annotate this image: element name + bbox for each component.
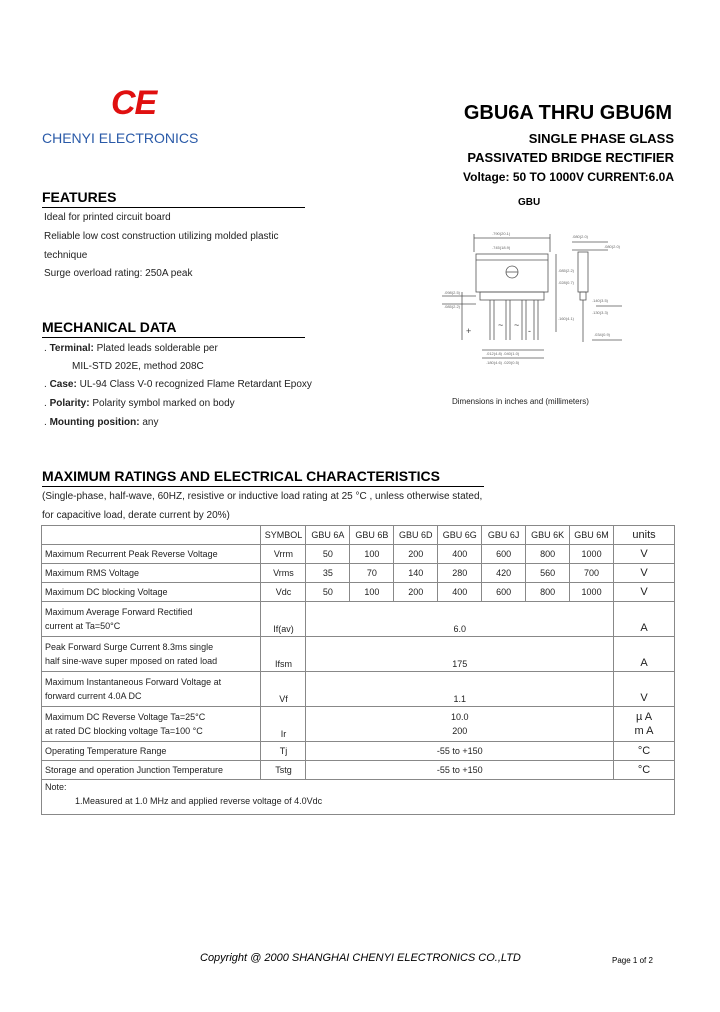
mechanical-heading: MECHANICAL DATA [42, 319, 177, 335]
mechanical-rule [42, 337, 305, 338]
mechanical-label: Terminal: [49, 343, 94, 354]
param-line: at rated DC blocking voltage Ta=100 °C [45, 726, 203, 736]
unit-cell: °C [614, 742, 675, 761]
table-header-cell [42, 526, 261, 545]
table-note-row [42, 780, 675, 815]
ratings-heading: MAXIMUM RATINGS AND ELECTRICAL CHARACTERISTICS [42, 468, 440, 484]
mechanical-text: UL-94 Class V-0 recognized Flame Retardant Epoxy [76, 379, 312, 390]
ratings-note-1: (Single-phase, half-wave, 60HZ, resistive or inductive load rating at 25 °C , unless otherwise stated, [42, 491, 483, 502]
symbol-cell: Tstg [261, 761, 306, 780]
value-cell: 50 [306, 583, 350, 602]
feature-item: Reliable low cost construction utilizing molded plastic [44, 231, 279, 242]
svg-text:.160(4.1): .160(4.1) [558, 316, 575, 321]
package-label: GBU [518, 197, 541, 208]
value-cell: 560 [526, 564, 570, 583]
bullet: . [44, 343, 47, 354]
value-cell: 400 [438, 545, 482, 564]
svg-text:.085(2.2): .085(2.2) [444, 304, 461, 309]
ratings-note-2: for capacitive load, derate current by 20%) [42, 510, 230, 521]
mechanical-text: MIL-STD 202E, method 208C [72, 361, 204, 372]
pin-ac-label: ~ [498, 320, 504, 330]
bullet: . [44, 417, 47, 428]
unit-cell: V [614, 545, 675, 564]
table-row [42, 583, 675, 602]
document-title: GBU6A THRU GBU6M [463, 102, 672, 124]
param-name: Storage and operation Junction Temperature [42, 761, 261, 780]
note-label: Note: [45, 782, 67, 792]
value-cell: 800 [526, 583, 570, 602]
value-cell: 280 [438, 564, 482, 583]
value-line: 200 [452, 726, 468, 736]
mechanical-item [44, 398, 235, 409]
table-header-cell: GBU 6G [438, 526, 482, 545]
features-rule [42, 207, 305, 208]
svg-text:.098(2.5): .098(2.5) [444, 290, 461, 295]
mechanical-label: Polarity: [49, 398, 90, 409]
unit-cell: V [614, 672, 675, 707]
value-cell: 50 [306, 545, 350, 564]
svg-text:.034(0.9): .034(0.9) [594, 332, 611, 337]
param-name: Maximum DC blocking Voltage [42, 583, 261, 602]
page-number: Page 1 of 2 [612, 956, 653, 965]
symbol-cell: Vrrm [261, 545, 306, 564]
table-row [42, 602, 675, 637]
table-header-cell: GBU 6D [394, 526, 438, 545]
param-line: Peak Forward Surge Current 8.3ms single [45, 642, 214, 652]
value-cell: 1000 [570, 545, 614, 564]
value-cell: 200 [394, 545, 438, 564]
table-row [42, 672, 675, 707]
param-name: Maximum RMS Voltage [42, 564, 261, 583]
svg-text:.140(3.5): .140(3.5) [592, 298, 609, 303]
unit-cell: A [614, 602, 675, 637]
mechanical-item [72, 361, 204, 372]
param-name [42, 672, 261, 707]
subtitle-line-3: Voltage: 50 TO 1000V CURRENT:6.0A [463, 170, 674, 184]
mechanical-item [44, 343, 218, 354]
mechanical-item [44, 379, 312, 390]
value-cell: 1000 [570, 583, 614, 602]
company-logo: CE [111, 84, 157, 122]
symbol-cell: Vdc [261, 583, 306, 602]
symbol-cell: If(av) [261, 602, 306, 637]
param-line: forward current 4.0A DC [45, 691, 142, 701]
bullet: . [44, 398, 47, 409]
mechanical-text: Polarity symbol marked on body [89, 398, 235, 409]
value-cell: 1.1 [306, 672, 614, 707]
param-name [42, 707, 261, 742]
unit-cell: A [614, 637, 675, 672]
table-row [42, 742, 675, 761]
package-outline-drawing [432, 222, 632, 372]
param-line: Maximum Instantaneous Forward Voltage at [45, 677, 222, 687]
svg-text:.080(2.0): .080(2.0) [604, 244, 621, 249]
mechanical-label: Case: [49, 379, 77, 390]
svg-text:.180(4.6) .020(0.5): .180(4.6) .020(0.5) [486, 360, 520, 365]
pin-ac-label: ~ [514, 320, 520, 330]
unit-cell [614, 707, 675, 742]
table-header-cell: GBU 6J [482, 526, 526, 545]
symbol-cell: Vf [261, 672, 306, 707]
value-cell: 35 [306, 564, 350, 583]
value-cell: 100 [350, 545, 394, 564]
subtitle-line-2: PASSIVATED BRIDGE RECTIFIER [467, 150, 674, 165]
bullet: . [44, 379, 47, 390]
param-name [42, 637, 261, 672]
table-header-row [42, 526, 675, 545]
value-cell: 800 [526, 545, 570, 564]
param-line: current at Ta=50°C [45, 621, 121, 631]
symbol-cell: Tj [261, 742, 306, 761]
svg-text:.028(0.7): .028(0.7) [558, 280, 575, 285]
copyright: Copyright @ 2000 SHANGHAI CHENYI ELECTRONICS CO.,LTD [200, 952, 521, 964]
value-line: 10.0 [450, 712, 469, 722]
table-header-cell: GBU 6B [350, 526, 394, 545]
svg-text:.130(3.3): .130(3.3) [592, 310, 609, 315]
unit-cell: V [614, 583, 675, 602]
unit-line: m A [634, 725, 654, 737]
value-cell: 600 [482, 545, 526, 564]
value-cell: 175 [306, 637, 614, 672]
note-text: 1.Measured at 1.0 MHz and applied reverse voltage of 4.0Vdc [75, 796, 323, 806]
value-cell [306, 707, 614, 742]
value-cell: 200 [394, 583, 438, 602]
table-row [42, 564, 675, 583]
value-cell: 70 [350, 564, 394, 583]
table-header-cell: units [614, 526, 675, 545]
table-header-cell: GBU 6M [570, 526, 614, 545]
param-line: Maximum Average Forward Rectified [45, 607, 193, 617]
feature-item: Surge overload rating: 250A peak [44, 268, 193, 279]
svg-text:.080(2.0): .080(2.0) [572, 234, 589, 239]
value-cell: 100 [350, 583, 394, 602]
symbol-cell: Vrms [261, 564, 306, 583]
value-cell: -55 to +150 [306, 761, 614, 780]
features-heading: FEATURES [42, 189, 117, 205]
mechanical-text: Plated leads solderable per [93, 343, 218, 354]
symbol-cell: Ir [261, 707, 306, 742]
value-cell: 140 [394, 564, 438, 583]
svg-text:.085(2.2): .085(2.2) [558, 268, 575, 273]
value-cell: -55 to +150 [306, 742, 614, 761]
table-row [42, 637, 675, 672]
param-line: Maximum DC Reverse Voltage Ta=25°C [45, 712, 206, 722]
value-cell: 420 [482, 564, 526, 583]
table-row [42, 707, 675, 742]
table-row [42, 545, 675, 564]
unit-cell: °C [614, 761, 675, 780]
unit-line: µ A [635, 711, 653, 723]
mechanical-item [44, 417, 158, 428]
table-row [42, 761, 675, 780]
param-line: half sine-wave super mposed on rated load [45, 656, 218, 666]
note-cell [42, 780, 675, 815]
pin-minus-label: - [528, 326, 531, 336]
subtitle-line-1: SINGLE PHASE GLASS [528, 131, 674, 146]
feature-item: Ideal for printed circuit board [44, 212, 171, 223]
symbol-cell: Ifsm [261, 637, 306, 672]
pin-plus-label: + [466, 326, 472, 336]
table-header-cell: SYMBOL [261, 526, 306, 545]
param-name [42, 602, 261, 637]
param-name: Maximum Recurrent Peak Reverse Voltage [42, 545, 261, 564]
ratings-rule [42, 486, 484, 487]
table-header-cell: GBU 6K [526, 526, 570, 545]
value-cell: 400 [438, 583, 482, 602]
company-name: CHENYI ELECTRONICS [42, 130, 199, 146]
value-cell: 6.0 [306, 602, 614, 637]
unit-cell: V [614, 564, 675, 583]
svg-text:.745(18.9): .745(18.9) [492, 245, 511, 250]
ratings-table [41, 525, 675, 815]
feature-item: technique [44, 250, 88, 261]
mechanical-label: Mounting position: [49, 417, 140, 428]
value-cell: 600 [482, 583, 526, 602]
table-header-cell: GBU 6A [306, 526, 350, 545]
mechanical-text: any [139, 417, 159, 428]
value-cell: 700 [570, 564, 614, 583]
svg-text:.012(4.8) .040(1.0): .012(4.8) .040(1.0) [486, 351, 520, 356]
param-name: Operating Temperature Range [42, 742, 261, 761]
dimensions-caption: Dimensions in inches and (millimeters) [452, 397, 589, 406]
svg-text:.790(20.1): .790(20.1) [492, 231, 511, 236]
